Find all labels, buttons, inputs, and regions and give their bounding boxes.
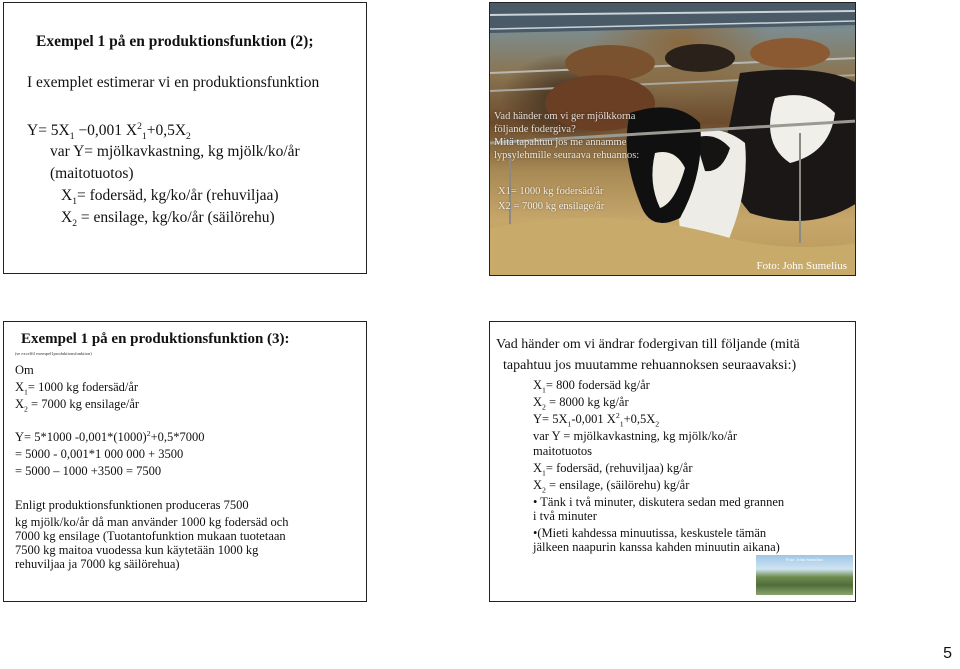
slide-4 (489, 321, 856, 602)
x1-value: $X_1= 800$ fodersäd kg/år (533, 378, 650, 395)
bullet-2-line-1: •(Mieti kahdessa minuutissa, keskustele tämän (533, 526, 767, 540)
maitotuotos-text: maitotuotos (533, 444, 593, 458)
var-y-definition: var Y = mjölkavkastning, kg mjölk/ko/år (533, 429, 738, 443)
slide-photo (489, 2, 856, 276)
intro-text: I exemplet estimerar vi en produktionsfunktion (27, 74, 320, 91)
var-y-definition: var Y= mjölkavkastning, kg mjölk/ko/år (50, 143, 300, 160)
question-line-1: Vad händer om vi ändrar fodergivan till följande (mitä (496, 337, 800, 352)
x2-value: $X_2 = 8000$ kg kg/år (533, 395, 629, 412)
production-function-equation: $Y= 5X_1-0,001$ $X^2_1+0,5X_2$ (533, 410, 660, 429)
maitotuotos-text: (maitotuotos) (50, 165, 134, 182)
slide-title: Exempel 1 på en produktionsfunktion (3): (21, 331, 290, 347)
slide-3 (3, 321, 367, 602)
x2-definition: $X_2$ = ensilage, (säilörehu) kg/år (533, 478, 690, 495)
question-line-2: tapahtuu jos muutamme rehuannoksen seuraavaksi:) (503, 358, 797, 373)
result-line-5: rehuviljaa ja 7000 kg säilörehua) (15, 557, 180, 571)
calc-line-3: = 5000 – 1000 +3500 = 7500 (15, 464, 162, 478)
calc-line-1: Y= 5*1000 $-0,001*(1000)^2+0,5*7000$ (15, 428, 205, 444)
x1-definition: $X_1=$ fodersäd, (rehuviljaa) kg/år (533, 461, 693, 478)
question-line-2: följande fodergiva? (494, 124, 576, 135)
excel-reference: (se excelfil exempel1produktionsfunktion) (15, 351, 92, 356)
x2-value: $X_2 = 7000$ kg ensilage/år (15, 397, 140, 414)
x2-value: X2 = 7000 kg ensilage/år (498, 201, 605, 212)
calc-line-2: = 5000 - 0,001*1 000 000 + 3500 (15, 447, 184, 461)
bullet-2-line-2: jälkeen naapurin kanssa kahden minuutin aikana) (533, 540, 780, 554)
result-line-3: 7000 kg ensilage (Tuotantofunktion mukaan tuotetaan (15, 529, 286, 543)
landscape-thumbnail (756, 555, 853, 595)
bullet-1-line-2: i två minuter (533, 509, 597, 523)
result-line-2: kg mjölk/ko/år då man använder 1000 kg fodersäd och (15, 515, 289, 529)
x2-definition: $X_2$ = ensilage, kg/ko/år (säilörehu) (61, 209, 275, 230)
bullet-1-line-1: • Tänk i två minuter, diskutera sedan med grannen (533, 495, 785, 509)
cows-photo (490, 3, 855, 275)
x1-definition: $X_1=$ fodersäd, kg/ko/år (rehuviljaa) (61, 187, 279, 208)
photo-credit: Foto: John Sumelius (756, 260, 847, 272)
result-line-1: Enligt produktionsfunktionen produceras 7500 (15, 498, 249, 512)
question-line-3: Mitä tapahtuu jos me annamme (494, 137, 627, 148)
page-number: 5 (943, 645, 952, 662)
thumbnail-credit: Foto: John Sumelius (786, 557, 824, 562)
om-label: Om (15, 363, 34, 377)
slide-title: Exempel 1 på en produktionsfunktion (2); (36, 33, 314, 50)
x1-value: $X_1= 1000$ kg fodersäd/år (15, 380, 139, 397)
production-function-equation: $Y= 5X_1 -0,001$ $X^2_1+0,5X_2$ (27, 120, 191, 143)
question-line-1: Vad händer om vi ger mjölkkorna (494, 111, 636, 122)
question-line-4: lypsylehmille seuraava rehuannos: (494, 150, 640, 161)
slide-2 (3, 2, 367, 274)
result-line-4: 7500 kg maitoa vuodessa kun käytetään 1000 kg (15, 543, 259, 557)
x1-value: X1= 1000 kg fodersäd/år (498, 186, 604, 197)
